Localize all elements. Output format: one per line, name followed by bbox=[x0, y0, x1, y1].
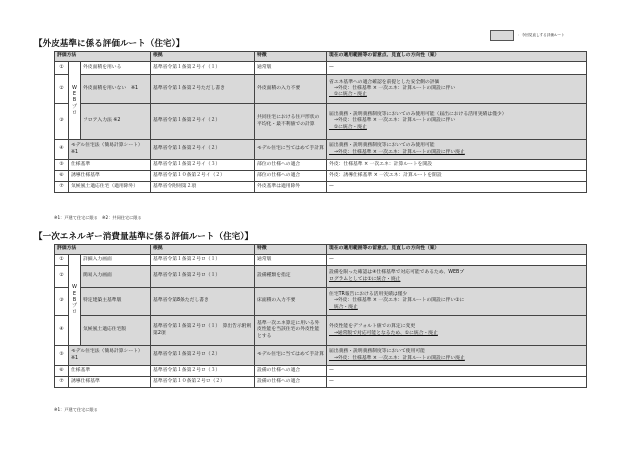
section2-title: 【一次エネルギー消費量基準に係る評価ルート（住宅）】 bbox=[34, 232, 254, 242]
current-line: ログラムとしては①に統合・廃止 bbox=[329, 276, 401, 282]
table-row bbox=[55, 266, 587, 288]
row-method: 外皮面積を用いる bbox=[81, 62, 151, 75]
row-feature: 床面積の入力不要 bbox=[255, 288, 327, 316]
table-row bbox=[55, 75, 587, 104]
row-feature: 外皮面積の入力不要 bbox=[255, 75, 327, 104]
row-feature: 設備の仕様への適合 bbox=[255, 366, 327, 377]
row-current: — bbox=[327, 366, 587, 377]
row-feature: 通常版 bbox=[255, 62, 327, 75]
row-method: 詳細入力画面 bbox=[81, 255, 151, 266]
row-method: モデル住宅法（簡易計算シート）※1 bbox=[69, 346, 151, 366]
webpro-label: W E B プ ロ bbox=[69, 255, 81, 346]
table-row bbox=[55, 377, 587, 388]
section1-title: 【外皮基準に係る評価ルート（住宅）】 bbox=[34, 39, 185, 49]
current-line: 統合・廃止 bbox=[329, 304, 358, 310]
row-current bbox=[327, 266, 587, 288]
legend-swatch bbox=[490, 30, 514, 41]
row-feature: 外皮基準は適用除外 bbox=[255, 182, 327, 193]
current-line: 外皮性能をデフォルト値での算定に変更 bbox=[329, 324, 416, 330]
current-line: 設備を限った確認は④仕様基準で対応可能であるため、WEBプ bbox=[329, 270, 465, 276]
row-basis: 基準省令第１条第２号イ（２） bbox=[151, 140, 255, 160]
current-line: →通常版で対応可能となるため、①に統合・廃止 bbox=[329, 330, 438, 336]
current-line: 届出義務・説明義務制度等においてのみ使用可能 bbox=[329, 143, 435, 149]
row-feature: 通常版 bbox=[255, 255, 327, 266]
row-feature: 基準一次エネ算定に用いる外皮性能を当該住宅の外皮性能とする bbox=[255, 316, 327, 346]
table-row bbox=[55, 316, 587, 346]
row-current bbox=[327, 104, 587, 140]
row-num: ① bbox=[55, 255, 69, 266]
header-method: 評価方法 bbox=[55, 245, 151, 255]
row-method: 気候風土適応住宅（適用除外） bbox=[69, 182, 151, 193]
row-current bbox=[327, 288, 587, 316]
row-basis: 基準省令第１０条第２号ロ（２） bbox=[151, 377, 255, 388]
row-num: ③ bbox=[55, 104, 69, 140]
row-current: 外皮：誘導仕様基準 × 一次エネ：計算ルートを開設 bbox=[327, 171, 587, 182]
current-line: →外皮：仕様基準 × 一次エネ：計算ルートの開設に伴い廃止 bbox=[329, 355, 465, 361]
row-method: フロア入力法 ※2 bbox=[81, 104, 151, 140]
header-feature: 特徴 bbox=[255, 52, 327, 62]
row-num: ⑦ bbox=[55, 377, 69, 388]
row-basis: 基準省令第１条第２号ロ（３） bbox=[151, 366, 255, 377]
table-row bbox=[55, 182, 587, 193]
current-line: ①に統合・廃止 bbox=[329, 92, 367, 98]
table-row bbox=[55, 288, 587, 316]
current-line: 届出義務・説明義務制度等においてのみ使用可能（届出における活用実績は僅少） bbox=[329, 112, 507, 118]
row-num: ⑥ bbox=[55, 171, 69, 182]
row-basis: 基準省令第１０条第２号イ（２） bbox=[151, 171, 255, 182]
row-current: — bbox=[327, 182, 587, 193]
table-row bbox=[55, 366, 587, 377]
row-num: ⑥ bbox=[55, 366, 69, 377]
row-basis: 基準省令附則第２項 bbox=[151, 182, 255, 193]
row-feature: 部位の仕様への適合 bbox=[255, 160, 327, 171]
current-line: 届出義務・説明義務制度等において使用可能 bbox=[329, 349, 425, 355]
current-line: →外皮：仕様基準 × 一次エネ：計算ルートの開設に伴い①に bbox=[329, 298, 465, 304]
current-line: 住宅TR報告における活用実績は僅少 bbox=[329, 292, 408, 298]
section2-footnote: ※1：戸建て住宅に限る bbox=[54, 407, 98, 412]
row-num: ⑤ bbox=[55, 160, 69, 171]
legend-text: ：今回見直しする評価ルート bbox=[518, 33, 565, 37]
row-method: 気候風土適応住宅版 bbox=[81, 316, 151, 346]
row-feature: 設備種類を指定 bbox=[255, 266, 327, 288]
webpro-label: W E B プ ロ bbox=[69, 62, 81, 140]
row-feature: モデル住宅に当てはめて手計算 bbox=[255, 346, 327, 366]
row-num: ③ bbox=[55, 288, 69, 316]
table-header-row bbox=[55, 245, 587, 255]
row-basis: 基準省令第１条第２号ロ（１） bbox=[151, 255, 255, 266]
row-method: 仕様基準 bbox=[69, 160, 151, 171]
row-basis: 基準省令第8条ただし書き bbox=[151, 288, 255, 316]
row-basis: 基準省令第１条第２号イ（３） bbox=[151, 160, 255, 171]
table-row bbox=[55, 62, 587, 75]
row-basis: 基準省令第１条第２号イ（１） bbox=[151, 62, 255, 75]
row-feature: 設備の仕様への適合 bbox=[255, 377, 327, 388]
row-current: — bbox=[327, 377, 587, 388]
header-current: 現在の適用範囲等の留意点、見直しの方向性（案） bbox=[327, 52, 587, 62]
row-num: ② bbox=[55, 75, 69, 104]
row-current: — bbox=[327, 255, 587, 266]
row-num: ⑦ bbox=[55, 182, 69, 193]
row-method: 誘導仕様基準 bbox=[69, 377, 151, 388]
legend bbox=[490, 30, 565, 41]
row-current bbox=[327, 140, 587, 160]
current-line: ①に統合・廃止 bbox=[329, 124, 367, 130]
row-num: ① bbox=[55, 62, 69, 75]
header-feature: 特徴 bbox=[255, 245, 327, 255]
table-header-row bbox=[55, 52, 587, 62]
row-basis: 基準省令第１条第２号ただし書き bbox=[151, 75, 255, 104]
row-method: 簡易入力画面 bbox=[81, 266, 151, 288]
table-row bbox=[55, 160, 587, 171]
row-current bbox=[327, 316, 587, 346]
row-basis: 基準省令第１条第２号ロ（１） 算出告示附則第2項 bbox=[151, 316, 255, 346]
row-current bbox=[327, 75, 587, 104]
row-current bbox=[327, 346, 587, 366]
row-method: 誘導仕様基準 bbox=[69, 171, 151, 182]
section1-footnote: ※1：戸建て住宅に限る ※2：共同住宅に限る bbox=[54, 215, 142, 220]
current-line: 省エネ基準への適合確認を前提とした安全側の評価 bbox=[329, 79, 440, 85]
table-row bbox=[55, 140, 587, 160]
header-basis: 根拠 bbox=[151, 52, 255, 62]
row-basis: 基準省令第１条第２号ロ（２） bbox=[151, 346, 255, 366]
row-current: 外皮：仕様基準 × 一次エネ：計算ルートを開設 bbox=[327, 160, 587, 171]
energy-route-table bbox=[54, 244, 587, 388]
row-method: モデル住宅法（簡易計算シート）※1 bbox=[69, 140, 151, 160]
row-basis: 基準省令第１条第２号ロ（１） bbox=[151, 266, 255, 288]
row-method: 仕様基準 bbox=[69, 366, 151, 377]
current-line: →外皮：仕様基準 × 一次エネ：計算ルートの開設に伴い bbox=[329, 118, 456, 124]
envelope-route-table bbox=[54, 51, 587, 193]
header-current: 現在の適用範囲等の留意点、見直しの方向性（案） bbox=[327, 245, 587, 255]
row-num: ⑤ bbox=[55, 346, 69, 366]
row-method: 外皮面積を用いない ※1 bbox=[81, 75, 151, 104]
table-row bbox=[55, 104, 587, 140]
table-row bbox=[55, 346, 587, 366]
header-method: 評価方法 bbox=[55, 52, 151, 62]
current-line: →外皮：仕様基準 × 一次エネ：計算ルートの開設に伴い bbox=[329, 85, 456, 91]
row-num: ② bbox=[55, 266, 69, 288]
table-row bbox=[55, 255, 587, 266]
row-feature: 部位の仕様への適合 bbox=[255, 171, 327, 182]
header-basis: 根拠 bbox=[151, 245, 255, 255]
current-line: →外皮：仕様基準 × 一次エネ：計算ルートの開設に伴い廃止 bbox=[329, 149, 465, 155]
row-num: ④ bbox=[55, 140, 69, 160]
row-feature: モデル住宅に当てはめて手計算 bbox=[255, 140, 327, 160]
table-row bbox=[55, 171, 587, 182]
row-num: ④ bbox=[55, 316, 69, 346]
row-basis: 基準省令第１条第２号イ（２） bbox=[151, 104, 255, 140]
row-current: — bbox=[327, 62, 587, 75]
row-feature: 共同住宅における住戸形状の平均化・最不利値での計算 bbox=[255, 104, 327, 140]
row-method: 特定建築主基準版 bbox=[81, 288, 151, 316]
